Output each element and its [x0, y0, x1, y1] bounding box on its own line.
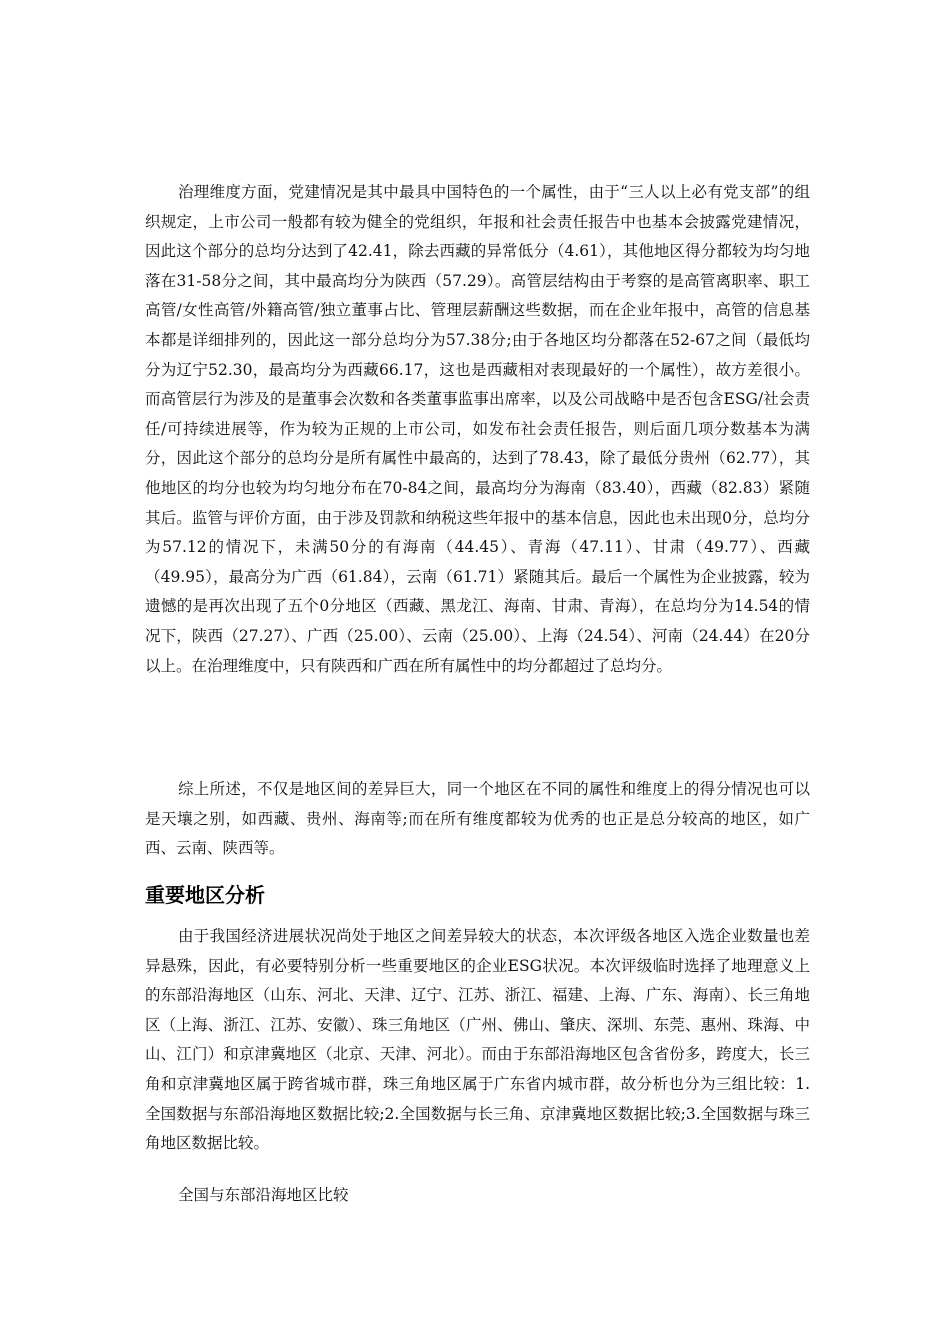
section-heading: 重要地区分析 — [145, 883, 265, 907]
paragraph-governance-dimension: 治理维度方面，党建情况是其中最具中国特色的一个属性，由于“三人以上必有党支部”的组织规定，上市公司一般都有较为健全的党组织，年报和社会责任报告中也基本会披露党建情况，因此这个部分的总均分达到了42.41，除去西藏的异常低分（4.61），其他地区得分都较为均匀地落在31-58分之间，其中最高均分为陕西（57.29）。高管层结构由于考察的是高管离职率、职工高管/女性高管/外籍高管/独立董事占比、管理层薪酬这些数据，而在企业年报中，高管的信息基本都是详细排列的，因此这一部分总均分为57.38分;由于各地区均分都落在52-67之间（最低均分为辽宁52.30，最高均分为西藏66.17，这也是西藏相对表现最好的一个属性），故方差很小。而高管层行为涉及的是董事会次数和各类董事监事出席率，以及公司战略中是否包含ESG/社会责任/可持续进展等，作为较为正规的上市公司，如发布社会责任报告，则后面几项分数基本为满分，因此这个部分的总均分是所有属性中最高的，达到了78.43，除了最低分贵州（62.77），其他地区的均分也较为均匀地分布在70-84之间，最高均分为海南（83.40），西藏（82.83）紧随其后。监管与评价方面，由于涉及罚款和纳税这些年报中的基本信息，因此也未出现0分，总均分为57.12的情况下，未满50分的有海南（44.45）、青海（47.11）、甘肃（49.77）、西藏（49.95），最高分为广西（61.84），云南（61.71）紧随其后。最后一个属性为企业披露，较为遗憾的是再次出现了五个0分地区（西藏、黑龙江、海南、甘肃、青海），在总均分为14.54的情况下，陕西（27.27）、广西（25.00）、云南（25.00）、上海（24.54）、河南（24.44）在20分以上。在治理维度中，只有陕西和广西在所有属性中的均分都超过了总均分。 — [145, 183, 810, 675]
subsection-title: 全国与东部沿海地区比较 — [178, 1186, 349, 1204]
paragraph-summary: 综上所述，不仅是地区间的差异巨大，同一个地区在不同的属性和维度上的得分情况也可以是天壤之别，如西藏、贵州、海南等;而在所有维度都较为优秀的也正是总分较高的地区，如广西、云南、陕西等。 — [145, 780, 810, 858]
paragraph-regional-analysis: 由于我国经济进展状况尚处于地区之间差异较大的状态，本次评级各地区入选企业数量也差异悬殊，因此，有必要特别分析一些重要地区的企业ESG状况。本次评级临时选择了地理意义上的东部沿海地区（山东、河北、天津、辽宁、江苏、浙江、福建、上海、广东、海南）、长三角地区（上海、浙江、江苏、安徽）、珠三角地区（广州、佛山、肇庆、深圳、东莞、惠州、珠海、中山、江门）和京津冀地区（北京、天津、河北）。而由于东部沿海地区包含省份多，跨度大，长三角和京津冀地区属于跨省城市群，珠三角地区属于广东省内城市群，故分析也分为三组比较：1.全国数据与东部沿海地区数据比较;2.全国数据与长三角、京津冀地区数据比较;3.全国数据与珠三角地区数据比较。 — [145, 927, 810, 1153]
